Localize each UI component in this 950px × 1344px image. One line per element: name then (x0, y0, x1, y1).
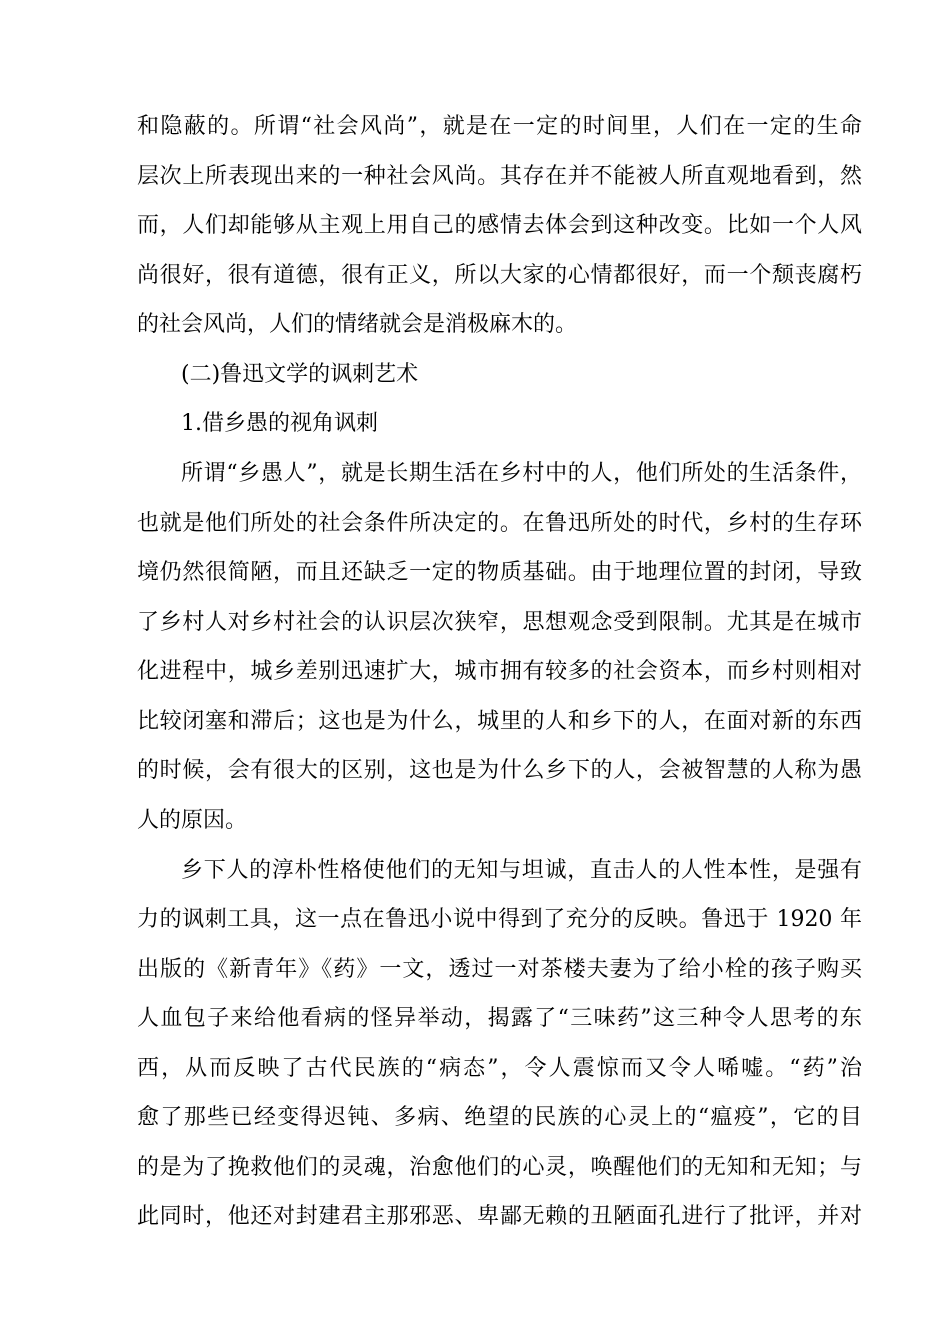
section-heading: (二)鲁迅文学的讽刺艺术 (181, 362, 419, 387)
text-line: 的社会风尚，人们的情绪就会是消极麻木的。 (137, 312, 578, 337)
text-line: 尚很好，很有道德，很有正义，所以大家的心情都很好，而一个颓丧腐朽 (137, 263, 862, 288)
text-line: 的时候，会有很大的区别，这也是为什么乡下的人，会被智慧的人称为愚 (137, 758, 862, 783)
subsection-heading: 1.借乡愚的视角讽刺 (181, 411, 378, 436)
text-line: 层次上所表现出来的一种社会风尚。其存在并不能被人所直观地看到，然 (137, 164, 862, 189)
text-line: 也就是他们所处的社会条件所决定的。在鲁迅所处的时代，乡村的生存环 (137, 511, 862, 536)
text-line: 此同时，他还对封建君主那邪恶、卑鄙无赖的丑陋面孔进行了批评，并对 (137, 1204, 862, 1229)
text-line: 西，从而反映了古代民族的“病态”，令人震惊而又令人唏嘘。“药”治 (137, 1056, 862, 1081)
text-line: 的是为了挽救他们的灵魂，治愈他们的心灵，唤醒他们的无知和无知；与 (137, 1155, 862, 1180)
text-line: 和隐蔽的。所谓“社会风尚”，就是在一定的时间里，人们在一定的生命 (137, 114, 862, 139)
text-line: 力的讽刺工具，这一点在鲁迅小说中得到了充分的反映。鲁迅于 1920 年 (137, 907, 862, 932)
text-line: 乡下人的淳朴性格使他们的无知与坦诚，直击人的人性本性，是强有 (181, 858, 862, 883)
text-line: 人的原因。 (137, 808, 248, 833)
text-line: 愈了那些已经变得迟钝、多病、绝望的民族的心灵上的“瘟疫”，它的目 (137, 1105, 862, 1130)
text-line: 比较闭塞和滞后；这也是为什么，城里的人和乡下的人，在面对新的东西 (137, 709, 862, 734)
text-line: 出版的《新青年》《药》一文，透过一对茶楼夫妻为了给小栓的孩子购买 (137, 957, 862, 982)
text-line: 境仍然很简陋，而且还缺乏一定的物质基础。由于地理位置的封闭，导致 (137, 560, 862, 585)
text-line: 人血包子来给他看病的怪异举动，揭露了“三味药”这三种令人思考的东 (137, 1006, 862, 1031)
text-line: 化进程中，城乡差别迅速扩大，城市拥有较多的社会资本，而乡村则相对 (137, 659, 862, 684)
text-line: 了乡村人对乡村社会的认识层次狭窄，思想观念受到限制。尤其是在城市 (137, 610, 862, 635)
text-line: 所谓“乡愚人”，就是长期生活在乡村中的人，他们所处的生活条件， (181, 461, 862, 486)
text-line: 而，人们却能够从主观上用自己的感情去体会到这种改变。比如一个人风 (137, 213, 862, 238)
